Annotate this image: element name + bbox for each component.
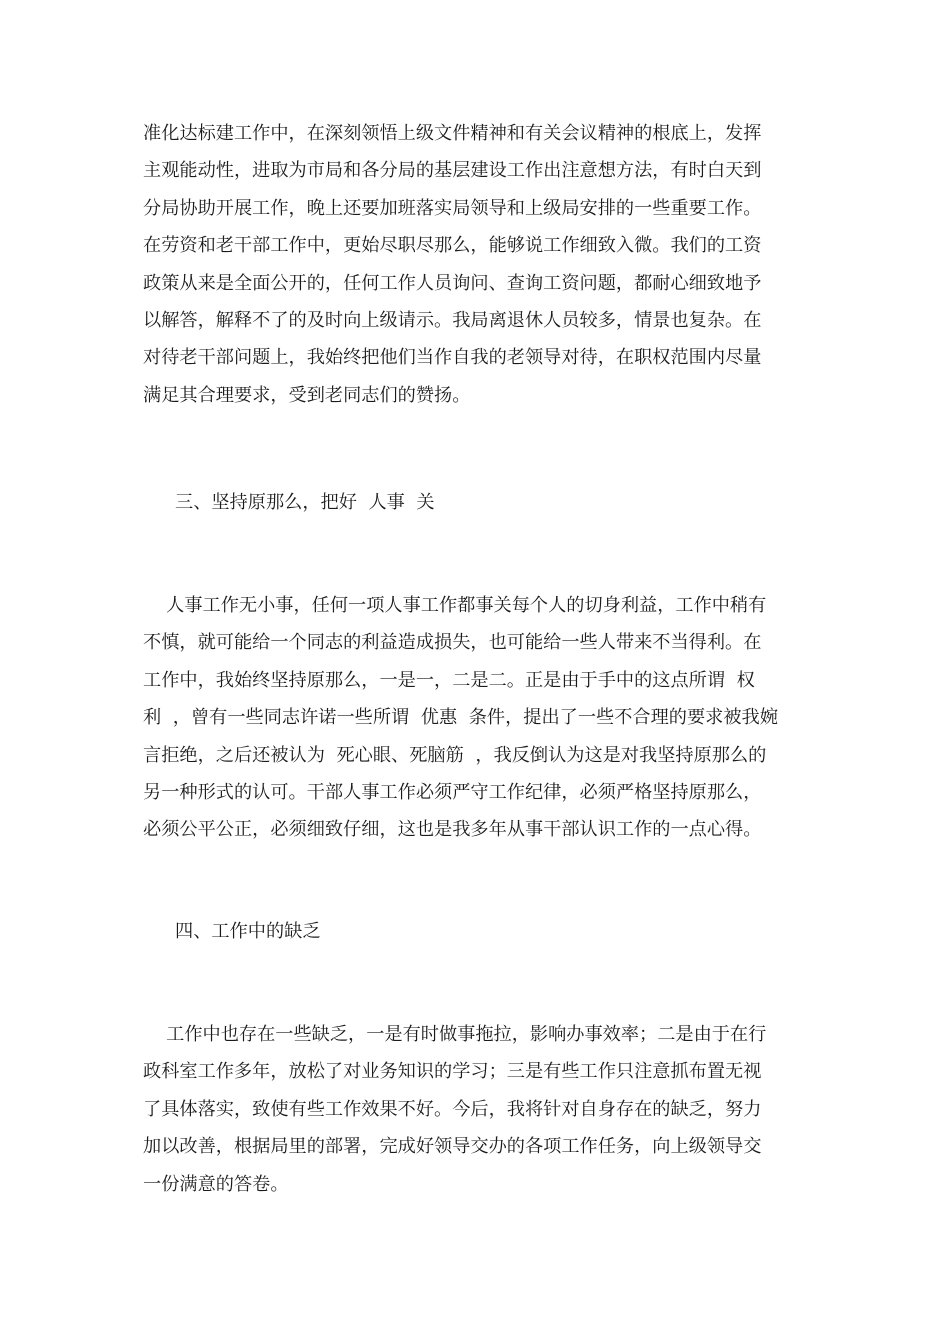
paragraph-line: 不慎，就可能给一个同志的利益造成损失，也可能给一些人带来不当得利。在	[143, 632, 762, 654]
paragraph-line: 必须公平公正，必须细致仔细，这也是我多年从事干部认识工作的一点心得。	[143, 819, 762, 841]
paragraph-line: 了具体落实，致使有些工作效果不好。今后，我将针对自身存在的缺乏，努力	[143, 1098, 762, 1120]
paragraph-line: 准化达标建工作中，在深刻领悟上级文件精神和有关会议精神的根底上，发挥	[143, 123, 762, 144]
paragraph-line: 利 ，曾有一些同志许诺一些所谓 优惠 条件，提出了一些不合理的要求被我婉	[143, 707, 778, 729]
paragraph-2	[143, 587, 808, 849]
paragraph-line: 工作中也存在一些缺乏，一是有时做事拖拉，影响办事效率；二是由于在行	[143, 1024, 767, 1045]
paragraph-line: 人事工作无小事，任何一项人事工作都事关每个人的切身利益，工作中稍有	[143, 595, 767, 616]
paragraph-line: 政策从来是全面公开的，任何工作人员询问、查询工资问题，都耐心细致地予	[143, 272, 762, 294]
paragraph-line: 加以改善，根据局里的部署，完成好领导交办的各项工作任务，向上级领导交	[143, 1136, 762, 1158]
paragraph-line: 另一种形式的认可。干部人事工作必须严守工作纪律，必须严格坚持原那么，	[143, 781, 762, 803]
paragraph-line: 在劳资和老干部工作中，更始尽职尽那么，能够说工作细致入微。我们的工资	[143, 235, 762, 257]
section-heading-3: 三、坚持原那么，把好 人事 关	[175, 492, 435, 513]
paragraph-line: 满足其合理要求，受到老同志们的赞扬。	[143, 384, 471, 406]
paragraph-1	[143, 115, 808, 414]
paragraph-3	[143, 1016, 808, 1203]
paragraph-line: 分局协助开展工作，晚上还要加班落实局领导和上级局安排的一些重要工作。	[143, 197, 762, 219]
paragraph-line: 政科室工作多年，放松了对业务知识的学习；三是有些工作只注意抓布置无视	[143, 1061, 762, 1083]
paragraph-line: 对待老干部问题上，我始终把他们当作自我的老领导对待，在职权范围内尽量	[143, 347, 762, 369]
paragraph-line: 主观能动性，进取为市局和各分局的基层建设工作出注意想方法，有时白天到	[143, 160, 762, 182]
section-heading-4: 四、工作中的缺乏	[175, 921, 321, 942]
paragraph-line: 以解答，解释不了的及时向上级请示。我局离退休人员较多，情景也复杂。在	[143, 309, 762, 331]
paragraph-line: 工作中，我始终坚持原那么，一是一，二是二。正是由于手中的这点所谓 权	[143, 669, 755, 691]
paragraph-line: 一份满意的答卷。	[143, 1173, 289, 1195]
paragraph-line: 言拒绝，之后还被认为 死心眼、死脑筋 ，我反倒认为这是对我坚持原那么的	[143, 744, 767, 766]
